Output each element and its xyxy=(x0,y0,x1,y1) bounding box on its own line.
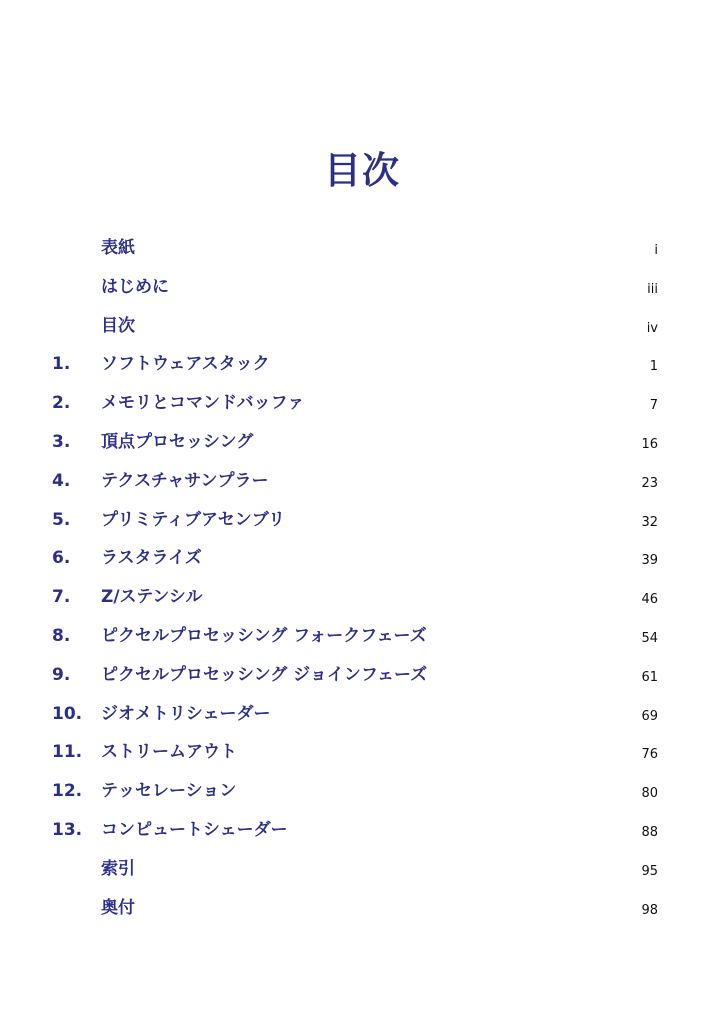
toc-entry-label[interactable]: ジオメトリシェーダー xyxy=(101,703,271,724)
toc-entry[interactable] xyxy=(0,464,724,503)
toc-entry-number: 13. xyxy=(52,819,83,840)
toc-entry-page: 16 xyxy=(641,436,658,452)
toc-entry-page: 76 xyxy=(641,747,658,763)
toc-entry-page: iv xyxy=(646,320,658,336)
toc-entry[interactable] xyxy=(0,735,724,774)
toc-entry[interactable] xyxy=(0,580,724,619)
toc-entry[interactable] xyxy=(0,231,724,270)
toc-entry[interactable] xyxy=(0,503,724,542)
toc-entry-page: 46 xyxy=(641,592,658,608)
table-of-contents xyxy=(0,231,724,929)
toc-entry-number: 2. xyxy=(52,393,71,414)
toc-entry-number: 5. xyxy=(52,509,71,530)
toc-entry-page: 95 xyxy=(641,863,658,879)
toc-entry-page: 88 xyxy=(641,824,658,840)
toc-entry-number: 8. xyxy=(52,625,71,646)
toc-entry-page: 1 xyxy=(649,359,658,375)
toc-entry-number: 1. xyxy=(52,354,71,375)
toc-entry-page: iii xyxy=(647,281,658,297)
toc-entry-label[interactable]: 頂点プロセッシング xyxy=(101,431,254,452)
toc-entry[interactable] xyxy=(0,541,724,580)
toc-entry-number: 10. xyxy=(52,703,83,724)
toc-entry-page: 7 xyxy=(649,398,658,414)
toc-entry-page: 98 xyxy=(641,902,658,918)
toc-entry-label[interactable]: コンピュートシェーダー xyxy=(101,819,288,840)
toc-entry-label[interactable]: プリミティブアセンブリ xyxy=(101,509,286,530)
toc-entry[interactable] xyxy=(0,658,724,697)
toc-entry-page: i xyxy=(654,243,658,258)
toc-entry-page: 23 xyxy=(641,475,658,491)
toc-entry-page: 69 xyxy=(641,708,658,724)
toc-entry-label[interactable]: 奥付 xyxy=(101,897,135,918)
toc-entry-label[interactable]: 表紙 xyxy=(101,238,135,258)
toc-entry-label[interactable]: ストリームアウト xyxy=(101,742,237,763)
toc-entry[interactable] xyxy=(0,270,724,309)
toc-entry-page: 39 xyxy=(641,553,658,569)
toc-entry-number: 12. xyxy=(52,781,83,802)
toc-entry[interactable] xyxy=(0,774,724,813)
toc-entry-page: 54 xyxy=(641,630,658,646)
toc-entry-label[interactable]: ラスタライズ xyxy=(101,548,202,569)
toc-entry-label[interactable]: ソフトウェアスタック xyxy=(101,354,270,375)
toc-entry-label[interactable]: 索引 xyxy=(101,858,135,879)
toc-entry-label[interactable]: ピクセルプロセッシング フォークフェーズ xyxy=(101,625,427,646)
toc-entry[interactable] xyxy=(0,425,724,464)
toc-entry-number: 7. xyxy=(52,587,71,608)
toc-entry-number: 6. xyxy=(52,548,71,569)
toc-entry[interactable] xyxy=(0,619,724,658)
toc-entry-page: 80 xyxy=(641,786,658,802)
toc-entry[interactable] xyxy=(0,852,724,891)
toc-entry-label[interactable]: テッセレーション xyxy=(101,781,237,802)
toc-entry[interactable] xyxy=(0,813,724,852)
toc-entry-label[interactable]: Z/ステンシル xyxy=(101,587,203,608)
toc-entry-number: 9. xyxy=(52,664,71,685)
toc-entry-number: 4. xyxy=(52,470,71,491)
toc-entry-page: 61 xyxy=(641,669,658,685)
toc-entry[interactable] xyxy=(0,309,724,348)
toc-entry[interactable] xyxy=(0,386,724,425)
toc-entry[interactable] xyxy=(0,891,724,930)
toc-entry-page: 32 xyxy=(641,514,658,530)
toc-entry[interactable] xyxy=(0,347,724,386)
toc-entry-label[interactable]: テクスチャサンプラー xyxy=(101,470,269,491)
toc-entry-label[interactable]: メモリとコマンドバッファ xyxy=(101,393,305,414)
toc-entry-label[interactable]: はじめに xyxy=(101,276,169,297)
toc-entry-label[interactable]: 目次 xyxy=(101,315,135,336)
toc-entry-number: 3. xyxy=(52,431,71,452)
toc-entry-number: 11. xyxy=(52,742,83,763)
toc-entry[interactable] xyxy=(0,697,724,736)
toc-entry-label[interactable]: ピクセルプロセッシング ジョインフェーズ xyxy=(101,664,428,685)
page-title: 目次 xyxy=(324,148,400,192)
